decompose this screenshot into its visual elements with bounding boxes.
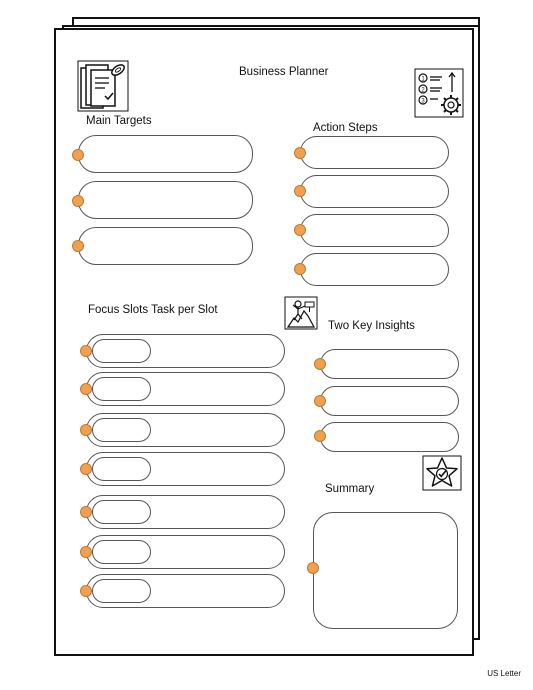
focus-slot-bullet-4	[80, 463, 92, 475]
key-insight-field-3[interactable]	[320, 422, 459, 452]
main-target-bullet-3	[72, 240, 84, 252]
action-step-field-3[interactable]	[300, 214, 449, 247]
page-title: Business Planner	[239, 66, 329, 78]
action-step-bullet-1	[294, 147, 306, 159]
action-step-bullet-3	[294, 224, 306, 236]
key-insight-bullet-3	[314, 430, 326, 442]
key-insight-bullet-2	[314, 395, 326, 407]
action-step-bullet-4	[294, 263, 306, 275]
main-target-bullet-2	[72, 195, 84, 207]
focus-slot-bullet-6	[80, 546, 92, 558]
main-target-field-1[interactable]	[78, 135, 253, 173]
main-target-field-3[interactable]	[78, 227, 253, 265]
svg-text:3: 3	[421, 98, 425, 105]
focus-slot-time-4[interactable]	[92, 457, 151, 481]
focus-slot-bullet-5	[80, 506, 92, 518]
summary-heading: Summary	[325, 483, 375, 495]
summary-field[interactable]	[313, 512, 458, 629]
focus-slot-bullet-3	[80, 424, 92, 436]
focus-slot-time-5[interactable]	[92, 500, 151, 524]
focus-slot-bullet-1	[80, 345, 92, 357]
svg-text:2: 2	[421, 87, 425, 94]
action-step-field-4[interactable]	[300, 253, 449, 286]
focus-slot-time-7[interactable]	[92, 579, 151, 603]
documents-clip-icon	[77, 60, 129, 112]
page-size-label: US Letter	[487, 669, 521, 678]
numbered-checklist-gear-icon	[414, 68, 464, 118]
svg-text:1: 1	[421, 76, 425, 83]
main-targets-heading: Main Targets	[86, 115, 152, 127]
action-step-bullet-2	[294, 185, 306, 197]
key-insight-field-1[interactable]	[320, 349, 459, 379]
main-target-bullet-1	[72, 149, 84, 161]
key-insights-heading: Two Key Insights	[328, 320, 415, 332]
focus-slot-time-6[interactable]	[92, 540, 151, 564]
key-insight-bullet-1	[314, 358, 326, 370]
focus-slot-bullet-2	[80, 383, 92, 395]
main-target-field-2[interactable]	[78, 181, 253, 219]
summary-bullet	[307, 562, 319, 574]
focus-person-icon	[284, 296, 318, 330]
focus-slot-bullet-7	[80, 585, 92, 597]
star-check-icon	[422, 455, 462, 491]
action-step-field-2[interactable]	[300, 175, 449, 208]
focus-slot-time-2[interactable]	[92, 377, 151, 401]
action-steps-heading: Action Steps	[313, 122, 378, 134]
key-insight-field-2[interactable]	[320, 386, 459, 416]
focus-slot-time-3[interactable]	[92, 418, 151, 442]
action-step-field-1[interactable]	[300, 136, 449, 169]
focus-slot-time-1[interactable]	[92, 339, 151, 363]
focus-slots-heading: Focus Slots Task per Slot	[88, 304, 218, 316]
